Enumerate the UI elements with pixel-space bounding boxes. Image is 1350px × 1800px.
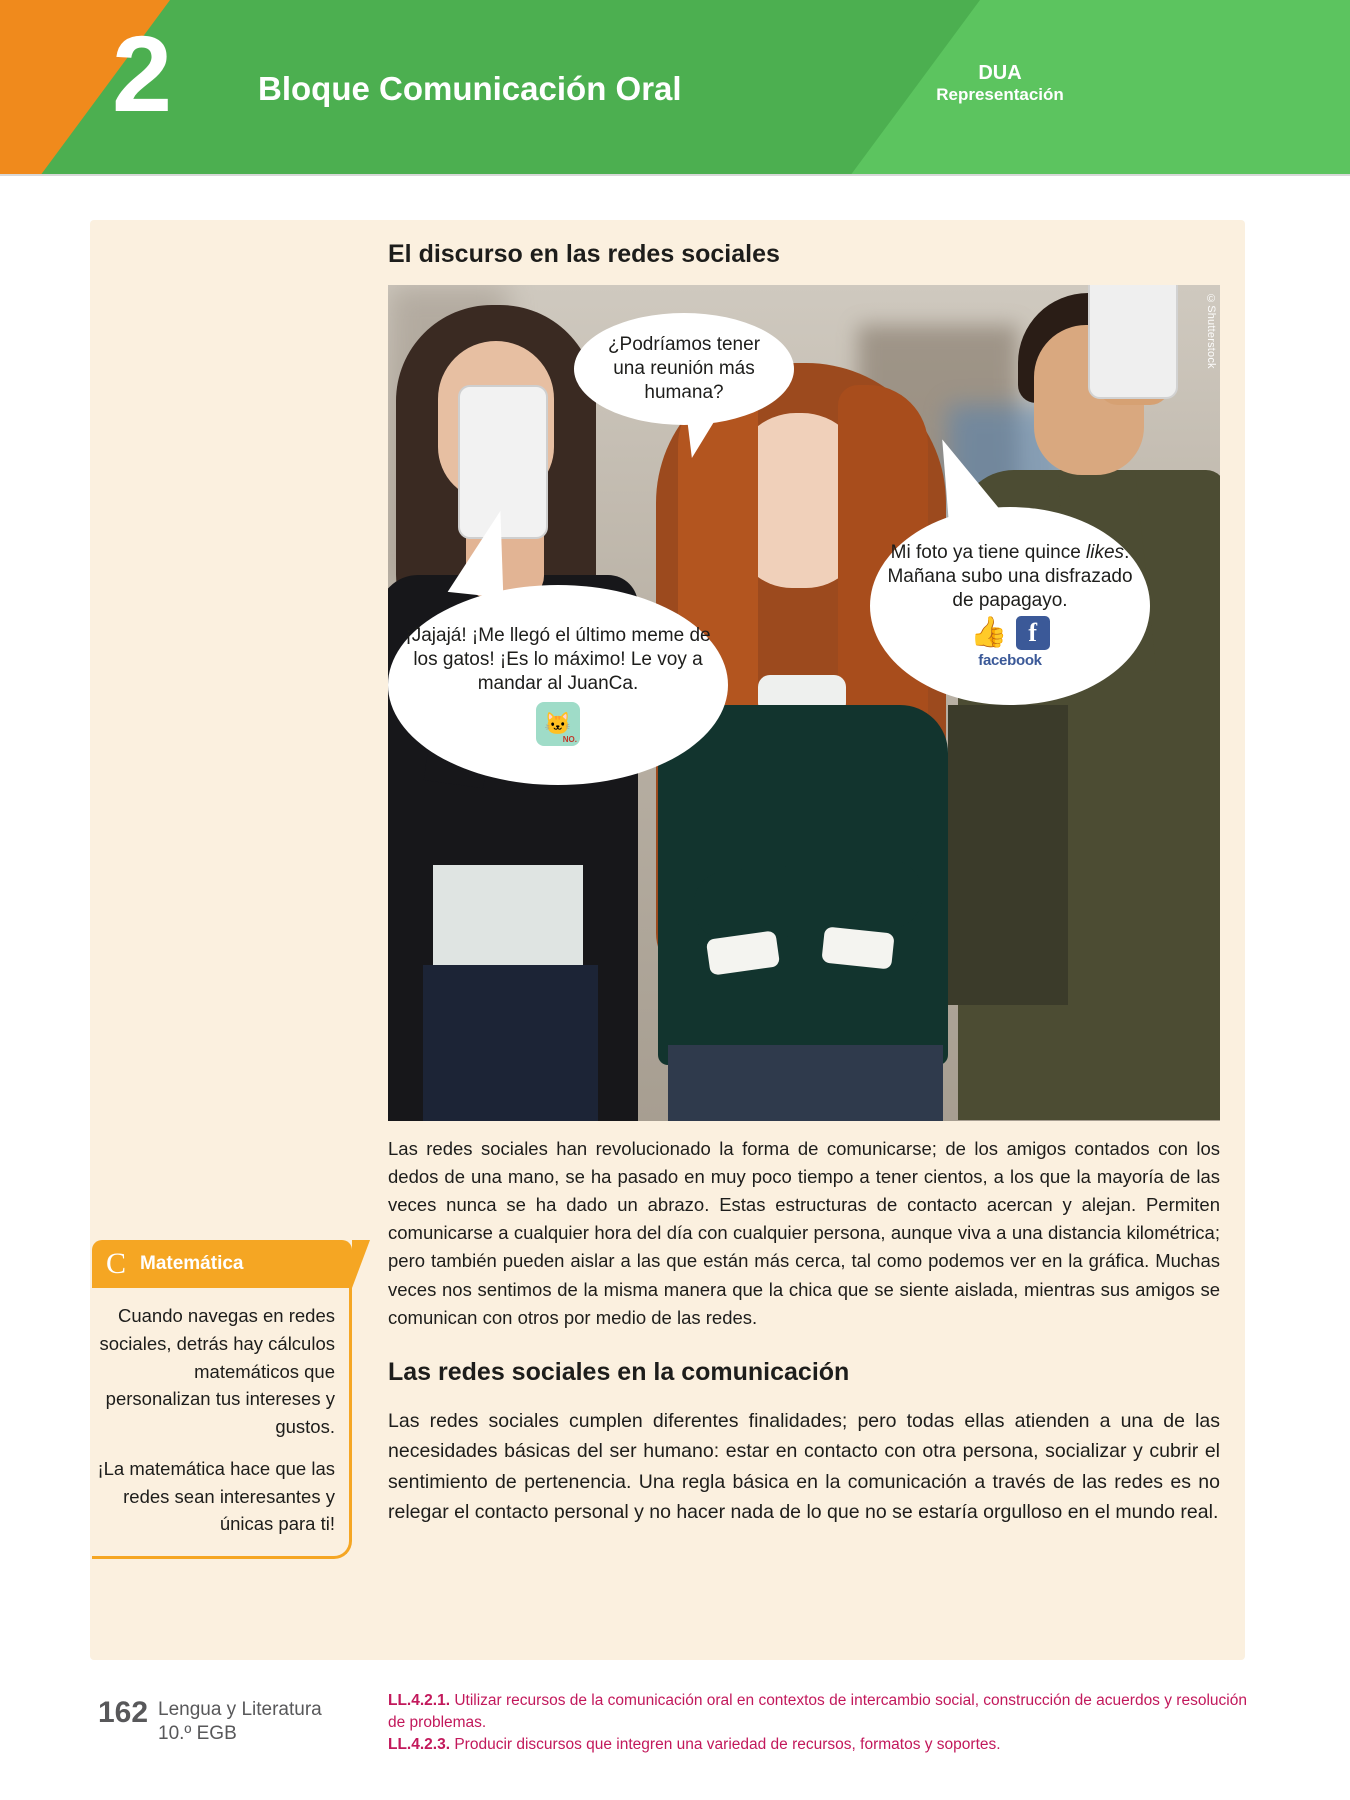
- page-header: [0, 0, 1350, 176]
- cat-sticker-icon: [536, 702, 580, 746]
- speech-bubble-1-text: ¿Podríamos tener una reunión más humana?: [607, 334, 761, 403]
- curriculum-code-2-id: LL.4.2.3.: [388, 1736, 451, 1753]
- page-number: 162: [98, 1696, 149, 1729]
- subsection-title: Las redes sociales en la comunicación: [388, 1357, 850, 1386]
- math-callout-paragraph-1: Cuando navegas en redes sociales, detrás hay cálculos matemáticos que personalizan tus intereses y gustos.: [99, 1305, 335, 1437]
- main-content: [388, 240, 1228, 1547]
- person-right-phone: [1088, 285, 1178, 399]
- block-title: Bloque Comunicación Oral: [258, 70, 682, 107]
- curriculum-code-1-id: LL.4.2.1.: [388, 1692, 451, 1709]
- math-callout: [92, 1240, 362, 1559]
- facebook-logo-group: [970, 616, 1049, 671]
- person-center-cuff-right: [821, 926, 894, 969]
- curriculum-codes: [388, 1690, 1258, 1756]
- math-callout-paragraph-2: ¡La matemática hace que las redes sean interesantes y únicas para ti!: [97, 1457, 335, 1535]
- math-callout-body: [92, 1288, 352, 1559]
- thumbs-up-icon: 👍: [970, 616, 1008, 650]
- scene-photo: [388, 285, 1220, 1121]
- curriculum-code-1: [388, 1690, 1258, 1734]
- curriculum-code-2: [388, 1734, 1258, 1756]
- cat-sticker-caption: NO.: [562, 734, 577, 744]
- section-title: El discurso en las redes sociales: [388, 240, 780, 268]
- speech-bubble-3-text-part1: Mi foto ya tiene quince: [890, 542, 1087, 563]
- book-title-line1: Lengua y Literatura: [158, 1699, 322, 1720]
- header-divider: [0, 174, 1350, 176]
- facebook-wordmark: facebook: [978, 652, 1042, 670]
- dua-subtitle: Representación: [936, 85, 1064, 104]
- person-left-jeans: [423, 965, 598, 1121]
- curriculum-code-1-text: Utilizar recursos de la comunicación oral en contextos de intercambio social, construcción de acuerdos y resolución de problemas.: [388, 1692, 1247, 1731]
- speech-bubble-2: [388, 585, 728, 785]
- speech-bubble-2-text: ¡Jajajá! ¡Me llegó el último meme de los gatos! ¡Es lo máximo! Le voy a mandar al JuanCa.: [405, 625, 711, 694]
- book-title: [158, 1698, 322, 1746]
- dua-badge: [910, 62, 1090, 105]
- math-callout-header: [92, 1240, 352, 1288]
- book-title-line2: 10.º EGB: [158, 1722, 237, 1744]
- caption-paragraph: Las redes sociales han revolucionado la forma de comunicarse; de los amigos contados con los dedos de una mano, se ha pasado en muy poco tiempo a tener cientos, a los que la mayoría de las veces nunca se ha dado un abrazo. Estas estructuras de contacto acercan y alejan. Permiten comunicarse a cualquier hora del día con cualquier persona, aunque viva a una distancia kilométrica; pero también pueden aislar a las que están más cerca, tal como podemos ver en la gráfica. Muchas veces nos sentimos de la misma manera que la chica que se siente aislada, mientras sus amigos se comunican con otros por medio de las redes.: [388, 1138, 1220, 1328]
- speech-bubble-3-text: [886, 541, 1134, 612]
- dua-title: DUA: [978, 62, 1022, 84]
- math-callout-label: Matemática: [140, 1253, 244, 1274]
- speech-bubble-2-tail: [448, 506, 513, 597]
- facebook-icons: [970, 616, 1049, 650]
- speech-bubble-1: [574, 313, 794, 425]
- block-number: 2: [112, 13, 171, 134]
- speech-bubble-1-tail: [676, 396, 726, 461]
- speech-bubble-3-text-italic: likes: [1086, 542, 1125, 563]
- speech-bubble-3-text-part2: . Mañana subo una disfrazado de papagayo.: [887, 542, 1133, 611]
- curriculum-code-2-text: Producir discursos que integren una variedad de recursos, formatos y soportes.: [450, 1736, 1001, 1753]
- photo-credit: ©Shutterstock: [1205, 293, 1217, 369]
- person-center-jeans: [668, 1045, 943, 1121]
- cat-glyph: 🐱: [544, 710, 572, 736]
- person-right-sleeve: [948, 705, 1068, 1005]
- body-paragraph: Las redes sociales cumplen diferentes finalidades; pero todas ellas atienden a una de las necesidades básicas del ser humano: estar en contacto con otra persona, socializar y cubrir el sentimiento de pertenencia. Una regla básica en la comunicación a través de las redes es no relegar el contacto personal y no hacer nada de lo que no se estaría orgulloso en el mundo real.: [388, 1410, 1220, 1523]
- speech-bubble-3: [870, 507, 1150, 705]
- compass-icon: C: [105, 1247, 126, 1280]
- facebook-icon: f: [1016, 616, 1050, 650]
